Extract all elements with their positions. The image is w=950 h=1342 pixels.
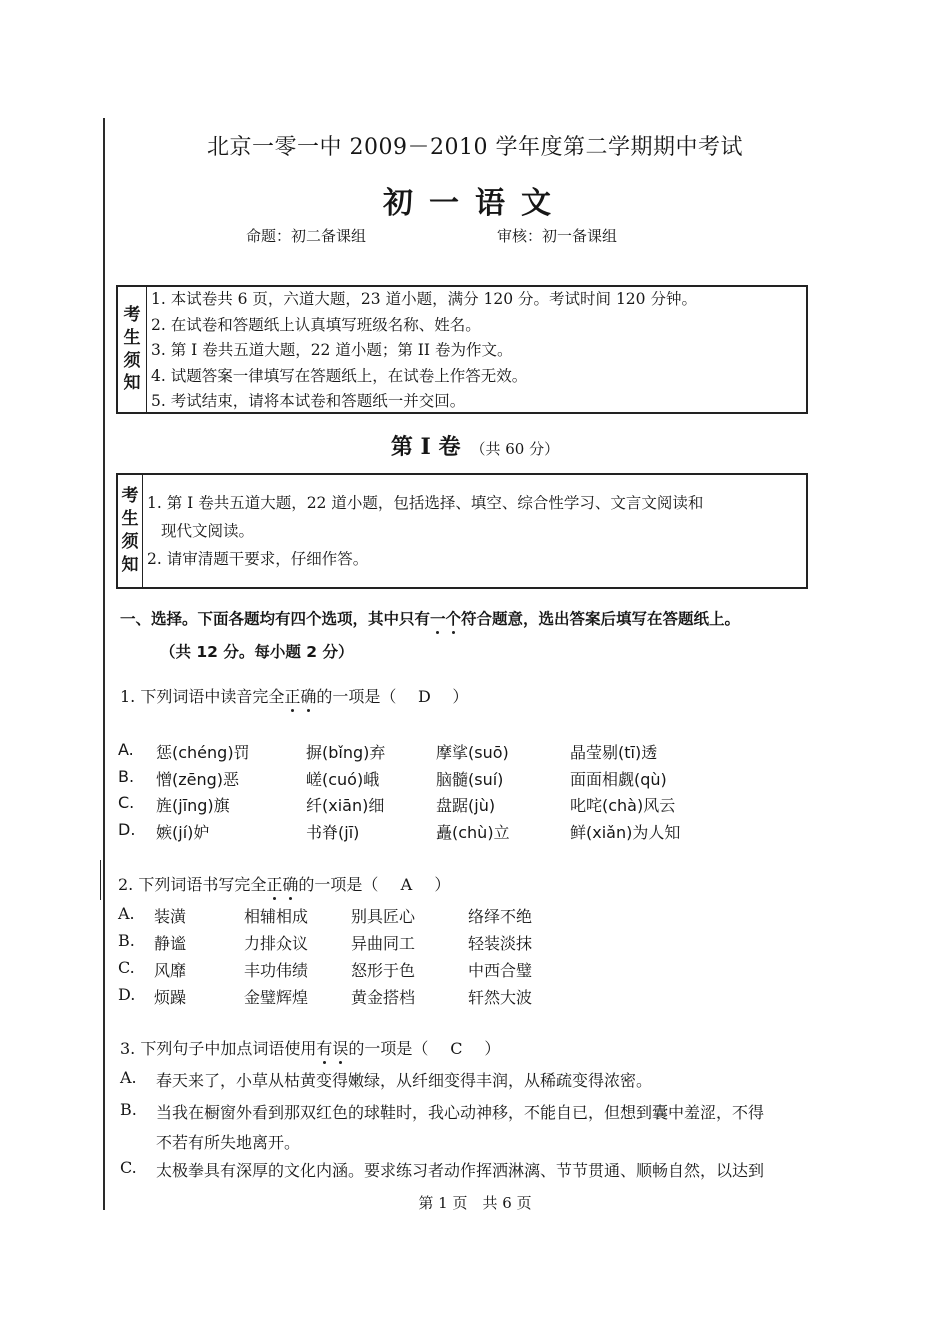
notice-line: 4. 试题答案一律填写在答题纸上，在试卷上作答无效。	[151, 366, 528, 385]
answer-mark: C	[450, 1039, 463, 1058]
reviewer-credit: 审核：初一备课组	[497, 227, 618, 245]
option-label: A.	[120, 1068, 137, 1087]
part-heading	[0, 430, 950, 461]
notice-line: 3. 第 I 卷共五道大题，22 道小题；第 II 卷为作文。	[151, 341, 513, 359]
part-notice-box	[116, 473, 808, 589]
setter-credit: 命题：初二备课组	[246, 227, 367, 245]
notice-content	[147, 287, 697, 412]
option-label: C.	[120, 1158, 137, 1177]
notice-line: 5. 考试结束，请将本试卷和答题纸一并交回。	[151, 392, 466, 410]
notice-content	[143, 475, 703, 587]
page-footer: 第 1 页 共 6 页	[418, 1194, 532, 1212]
notice-line: 2. 在试卷和答题纸上认真填写班级名称、姓名。	[151, 315, 481, 334]
question-3-option-b: 当我在橱窗外看到那双红色的球鞋时，我心动神移，不能自已，但想到囊中羞涩，不得	[156, 1103, 765, 1122]
section-points: （共 12 分。每小题 2 分）	[160, 643, 354, 661]
notice-label: 考 生 须 知	[118, 287, 147, 412]
emphasis-mark: 个	[445, 610, 462, 628]
question-3-option-b-cont: 不若有所失地离开。	[156, 1133, 301, 1152]
question-3-stem: 3. 下列句子中加点词语使用有误的一项是（ C ）	[120, 1039, 501, 1058]
subject-title: 初一语文	[383, 186, 567, 221]
notice-label: 考 生 须 知	[118, 475, 143, 587]
question-2-stem: 2. 下列词语书写完全正确的一项是（ A ）	[118, 875, 451, 894]
question-1-stem: 1. 下列词语中读音完全正确的一项是（ D ）	[120, 687, 469, 706]
emphasis-mark: 一	[430, 610, 446, 628]
notice-line: 现代文阅读。	[161, 522, 255, 540]
part-points: （共 60 分）	[470, 440, 560, 458]
section-heading: 一、选择。下面各题均有四个选项，其中只有一个符合题意，选出答案后填写在答题纸上。	[120, 610, 741, 628]
margin-rule	[103, 118, 105, 1210]
answer-mark: A	[400, 875, 413, 894]
question-3-option-a: 春天来了，小草从枯黄变得嫩绿，从纤细变得丰润，从稀疏变得浓密。	[156, 1071, 653, 1090]
notice-line: 1. 第 I 卷共五道大题，22 道小题，包括选择、填空、综合性学习、文言文阅读和	[147, 494, 704, 512]
question-3-option-c: 太极拳具有深厚的文化内涵。要求练习者动作挥洒淋漓、节节贯通、顺畅自然，以达到	[156, 1161, 765, 1180]
answer-mark: D	[417, 687, 431, 706]
margin-rule-fragment	[100, 860, 101, 900]
notice-line: 1. 本试卷共 6 页，六道大题，23 道小题，满分 120 分。考试时间 120 分钟。	[151, 290, 697, 308]
exam-title: 北京一零一中 2009－2010 学年度第二学期期中考试	[207, 135, 743, 160]
option-label: B.	[120, 1100, 137, 1119]
notice-line: 2. 请审清题干要求，仔细作答。	[147, 550, 369, 568]
part-title: 第 I 卷	[390, 434, 461, 460]
exam-notice-box	[116, 285, 808, 414]
